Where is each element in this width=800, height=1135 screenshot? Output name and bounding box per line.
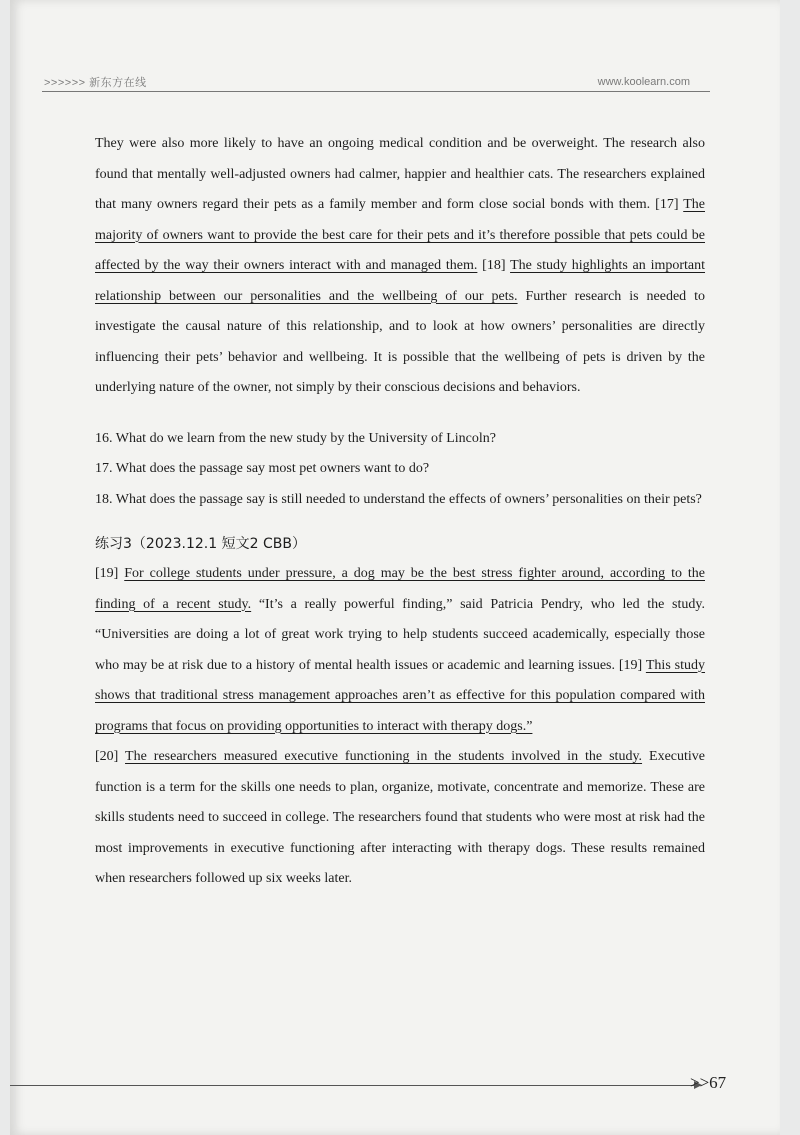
marker-19a: [19]: [95, 566, 125, 581]
page-header: [42, 71, 710, 92]
underlined-answer-19b: This study shows that traditional stress management approaches aren’t as effective for this population compared with programs that focus on providing opportunities to interact with therapy dogs.”: [95, 657, 706, 734]
passage-text-rest: Further research is needed to investigate the causal nature of this relationship, and to look at how owners’ personalities are directly influencing their pets’ behavior and wellbeing. It is possible that the wellbeing of pets is driven by the underlying nature of the owner, not simply by their conscious decisions and behaviors.: [95, 288, 705, 395]
section-title: 练习3（2023.12.1 短文2 CBB）: [95, 536, 306, 552]
passage-text-20: Executive function is a term for the skills one needs to plan, organize, motivate, concentrate and memorize. These are skills students need to succeed in college. The researchers found that students who were most at risk had the most improvements in executive functioning after interacting with therapy dogs. These results remained when researchers followed up six weeks later.: [95, 749, 705, 886]
marker-18: [18]: [477, 258, 511, 273]
question-18: 18. What does the passage say is still needed to understand the effects of owners’ personalities on their pets?: [95, 491, 702, 507]
document-page: [10, 0, 780, 1135]
question-17: 17. What does the passage say most pet owners want to do?: [95, 461, 430, 476]
passage-text: They were also more likely to have an ongoing medical condition and be overweight. The research also found that mentally well-adjusted owners had calmer, happier and healthier cats. The researchers explained that many owners regard their pets as a family member and form close social bonds with them.: [95, 136, 705, 212]
header-website: www.koolearn.com: [597, 76, 690, 88]
passage-paragraph-19: [95, 559, 705, 742]
page-number: >>67: [690, 1073, 727, 1092]
underlined-answer-17: The majority of owners want to provide the best care for their pets and it’s therefore possible that pets could be affected by the way their owners interact with and managed them.: [95, 197, 705, 273]
passage-paragraph-20: [95, 742, 705, 895]
header-brand: >>>>>> 新东方在线: [44, 77, 147, 89]
marker-17: [17]: [655, 197, 684, 212]
underlined-answer-19a: For college students under pressure, a dog may be the best stress fighter around, according to the finding of a recent study.: [95, 566, 705, 612]
passage-text-19: “It’s a really powerful finding,” said Patricia Pendry, who led the study. “Universities are doing a lot of great work trying to help students succeed academically, especially those who may be at risk due to a history of mental health issues or academic and learning issues.: [95, 596, 705, 673]
underlined-answer-18: The study highlights an important relationship between our personalities and the wellbeing of our pets.: [95, 258, 706, 304]
question-16: 16. What do we learn from the new study by the University of Lincoln?: [95, 430, 496, 446]
marker-20: [20]: [95, 749, 126, 764]
page-content: [95, 129, 705, 895]
footer-rule: [10, 1085, 700, 1086]
question-list: [95, 424, 705, 516]
marker-19b: [19]: [618, 657, 646, 673]
passage-paragraph: [95, 129, 705, 404]
underlined-answer-20: The researchers measured executive functioning in the students involved in the study.: [125, 749, 643, 764]
